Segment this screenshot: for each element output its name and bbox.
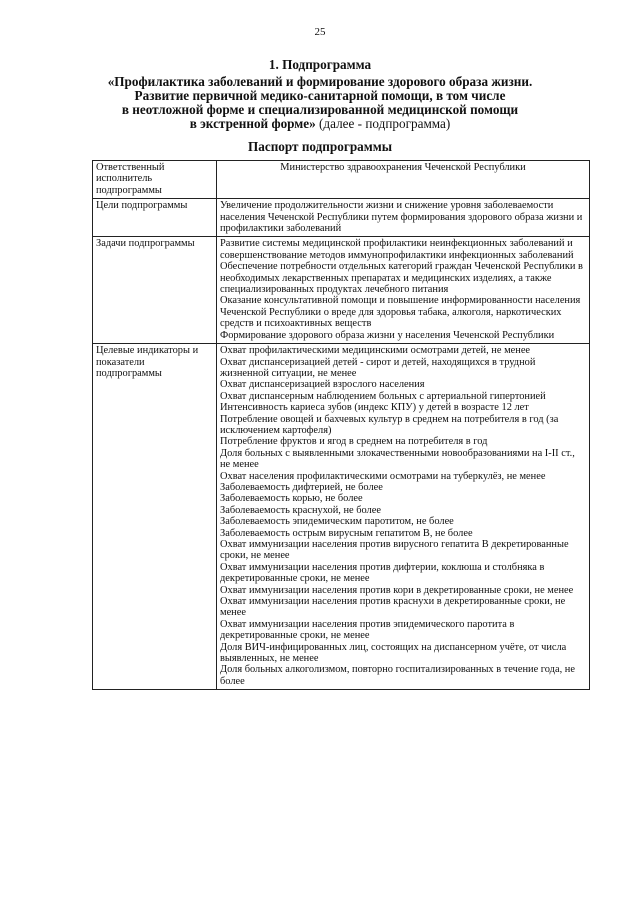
row-value bbox=[217, 237, 590, 344]
row-label: Целевые индикаторы и показатели подпрограммы bbox=[93, 344, 217, 690]
row-label: Ответственный исполнитель подпрограммы bbox=[93, 161, 217, 199]
list-item: Охват диспансеризацией детей - сирот и детей, находящихся в трудной жизненной ситуации, не менее bbox=[220, 356, 536, 379]
list-item: Оказание консультативной помощи и повышение информированности населения Чеченской Республики о вреде для здоровья табака, алкоголя, наркотических средств и психоактивных веществ bbox=[220, 295, 581, 330]
list-item: Формирование здорового образа жизни у населения Чеченской Республики bbox=[220, 329, 555, 341]
list-item: Потребление овощей и бахчевых культур в среднем на потребителя в год (за исключением картофеля) bbox=[220, 413, 559, 436]
page-number: 25 bbox=[314, 26, 326, 38]
passport-table bbox=[92, 160, 590, 690]
list-item: Потребление фруктов и ягод в среднем на потребителя в год bbox=[220, 436, 488, 448]
list-item: Охват иммунизации населения против кори в декретированные сроки, не менее bbox=[220, 584, 574, 596]
list-item: Интенсивность кариеса зубов (индекс КПУ) у детей в возрасте 12 лет bbox=[220, 402, 529, 414]
list-item: Обеспечение потребности отдельных категорий граждан Чеченской Республики в необходимых лекарственных препаратах и медицинских изделиях, а также специализированных продуктах лечебного питания bbox=[220, 261, 583, 296]
list-item: Заболеваемость краснухой, не более bbox=[220, 504, 381, 516]
list-item: Охват диспансерным наблюдением больных с артериальной гипертонией bbox=[220, 390, 546, 402]
row-value bbox=[217, 344, 590, 690]
list-item: Охват иммунизации населения против эпидемического паротита в декретированные сроки, не менее bbox=[220, 618, 515, 642]
list-item: Охват иммунизации населения против вирусного гепатита В декретированные сроки, не менее bbox=[220, 539, 569, 562]
list-item: Охват иммунизации населения против краснухи в декретированные сроки, не менее bbox=[220, 596, 566, 619]
heading-line-2: «Профилактика заболеваний и формирование здорового образа жизни. bbox=[107, 74, 533, 89]
table-row bbox=[93, 199, 590, 237]
row-label: Цели подпрограммы bbox=[93, 199, 217, 237]
row-label: Задачи подпрограммы bbox=[93, 237, 217, 344]
list-item: Заболеваемость острым вирусным гепатитом В, не более bbox=[220, 527, 473, 539]
heading-line-5-bold: в экстренной форме» bbox=[189, 116, 316, 131]
list-item: Заболеваемость дифтерией, не более bbox=[220, 481, 383, 493]
list-item: Министерство здравоохранения Чеченской Республики bbox=[280, 162, 526, 173]
list-item: Охват профилактическими медицинскими осмотрами детей, не менее bbox=[220, 345, 531, 357]
table-row bbox=[93, 161, 590, 199]
list-item: Увеличение продолжительности жизни и снижение уровня заболеваемости населения Чеченской Республики путем формирования здорового образа жизни и профилактики заболеваний bbox=[220, 200, 583, 235]
subprogram-heading bbox=[60, 58, 580, 131]
heading-line-4: в неотложной форме и специализированной медицинской помощи bbox=[121, 102, 519, 117]
heading-line-5-suffix: (далее - подпрограмма) bbox=[315, 116, 451, 131]
list-item: Охват населения профилактическими осмотрами на туберкулёз, не менее bbox=[220, 470, 546, 482]
passport-title: Паспорт подпрограммы bbox=[247, 139, 393, 154]
list-item: Заболеваемость эпидемическим паротитом, не более bbox=[220, 516, 454, 528]
list-item: Доля больных алкоголизмом, повторно госпитализированных в течение года, не более bbox=[220, 664, 575, 687]
list-item: Развитие системы медицинской профилактики неинфекционных заболеваний и совершенствование методов иммунопрофилактики инфекционных заболеваний bbox=[220, 238, 574, 261]
heading-line-3: Развитие первичной медико-санитарной помощи, в том числе bbox=[134, 88, 506, 103]
table-row bbox=[93, 344, 590, 690]
list-item: Доля ВИЧ-инфицированных лиц, состоящих на диспансерном учёте, от числа выявленных, не менее bbox=[220, 641, 567, 665]
list-item: Охват иммунизации населения против дифтерии, коклюша и столбняка в декретированные сроки, не менее bbox=[220, 561, 545, 585]
list-item: Доля больных с выявленными злокачественными новообразованиями на I-II ст., не менее bbox=[220, 447, 575, 471]
heading-line-5 bbox=[60, 117, 580, 131]
row-value bbox=[217, 161, 590, 199]
row-value bbox=[217, 199, 590, 237]
heading-line-1: 1. Подпрограмма bbox=[268, 57, 372, 72]
list-item: Заболеваемость корью, не более bbox=[220, 493, 363, 505]
table-row bbox=[93, 237, 590, 344]
list-item: Охват диспансеризацией взрослого населения bbox=[220, 379, 425, 391]
